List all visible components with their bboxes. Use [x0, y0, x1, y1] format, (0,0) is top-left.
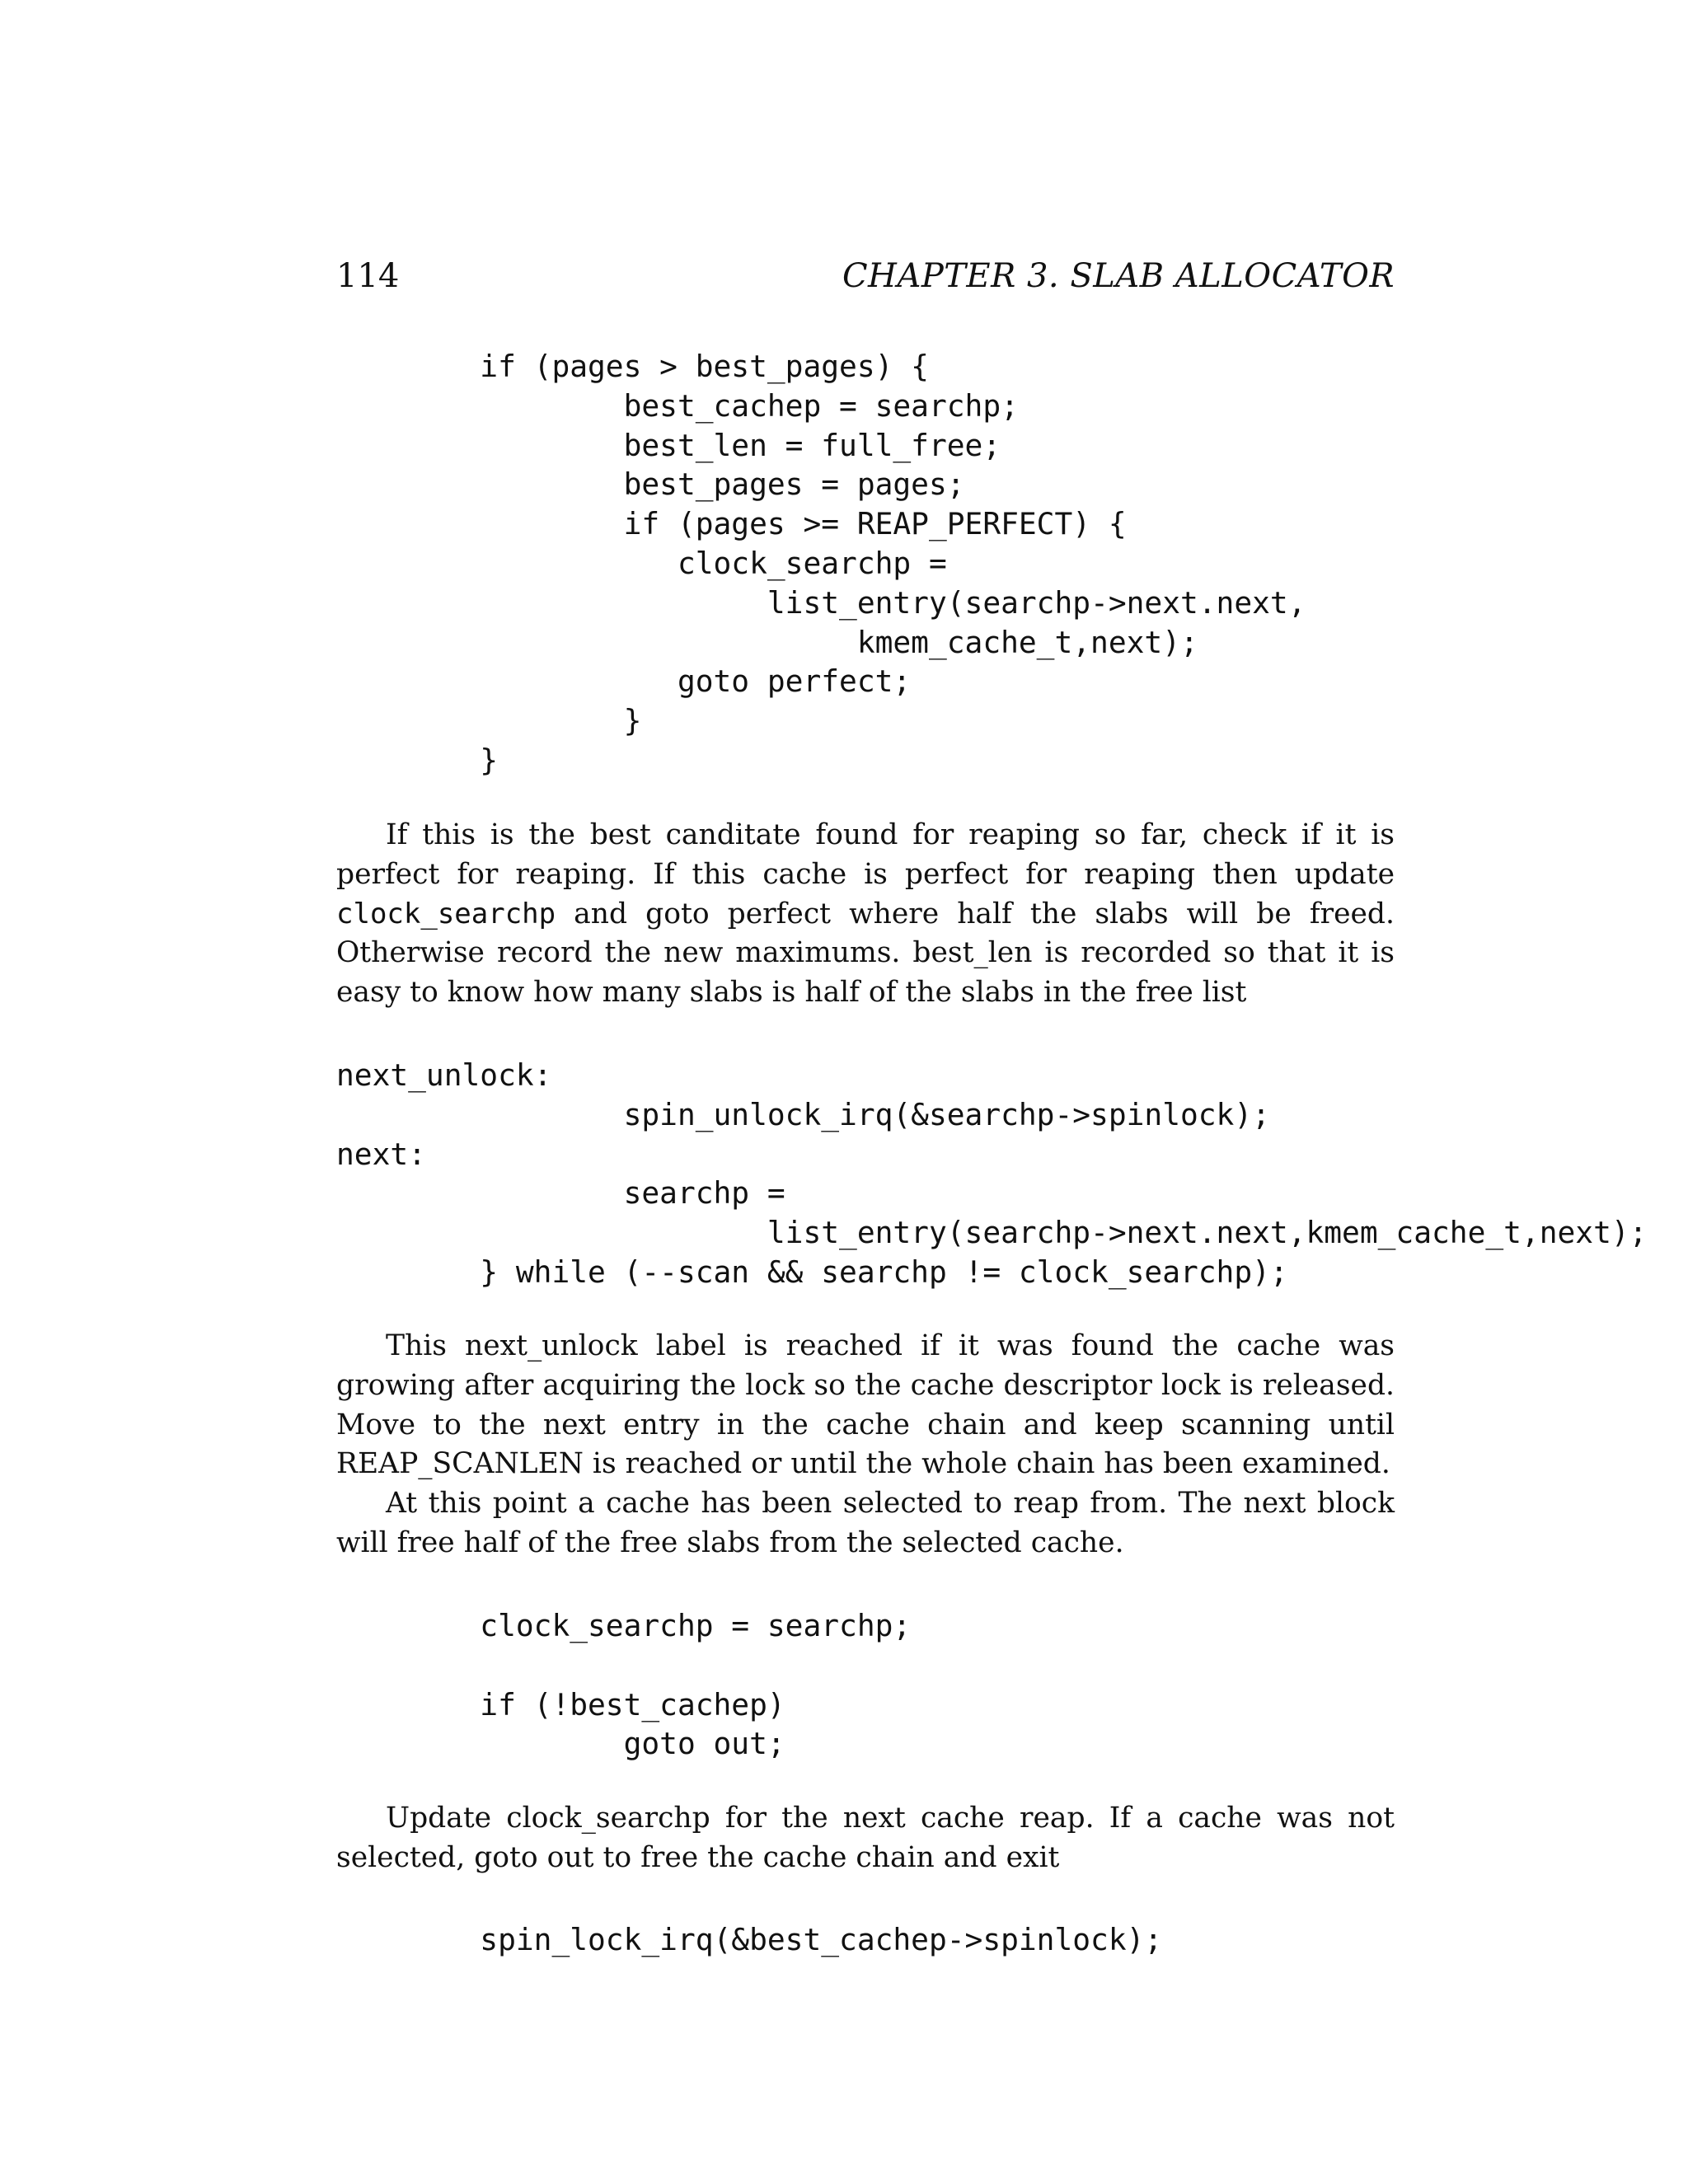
code-block-best-pages: if (pages > best_pages) { best_cachep = searchp; best_len = full_free; best_pages = pages; if (pages >= REAP_PERFECT) { clock_searchp = list_entry(searchp->next.next, kmem_cache_t,next); goto perfect; } }: [480, 349, 1306, 778]
code-block-next-unlock: next_unlock: spin_unlock_irq(&searchp->spinlock); next: searchp = list_entry(searchp->next.next,kmem_cache_t,next); } while (--scan && searchp != clock_searchp);: [336, 1057, 1648, 1290]
paragraph-best-candidate: [336, 816, 1395, 1013]
code-block-spin-lock: spin_lock_irq(&best_cachep->spinlock);: [336, 1922, 1163, 1957]
page-header: [336, 257, 1395, 303]
paragraph-text: If this is the best canditate found for reaping so far, check if it is perfect for reaping. If this cache is perfect for reaping then update: [336, 818, 1395, 891]
code-block-clock-searchp: clock_searchp = searchp; if (!best_cachep) goto out;: [480, 1608, 912, 1762]
running-head: CHAPTER 3. SLAB ALLOCATOR: [842, 257, 1395, 295]
paragraph-update-clock: Update clock_searchp for the next cache reap. If a cache was not selected, goto out to free the cache chain and exit: [336, 1802, 1395, 1874]
page-number: 114: [336, 257, 400, 295]
inline-code: clock_searchp: [336, 897, 556, 930]
paragraph-next-unlock: This next_unlock label is reached if it was found the cache was growing after acquiring the lock so the cache descriptor lock is released. Move to the next entry in the cache chain and keep scanning until REAP_SCANLEN is reached or until the whole chain has been examined.: [336, 1329, 1395, 1481]
paragraph-text: and goto perfect where half the slabs will be freed. Otherwise record the new maximums. best_len is recorded so that it is easy to know how many slabs is half of the slabs in the free list: [336, 897, 1395, 1010]
paragraph-cache-selected: At this point a cache has been selected to reap from. The next block will free half of the free slabs from the selected cache.: [336, 1487, 1395, 1559]
